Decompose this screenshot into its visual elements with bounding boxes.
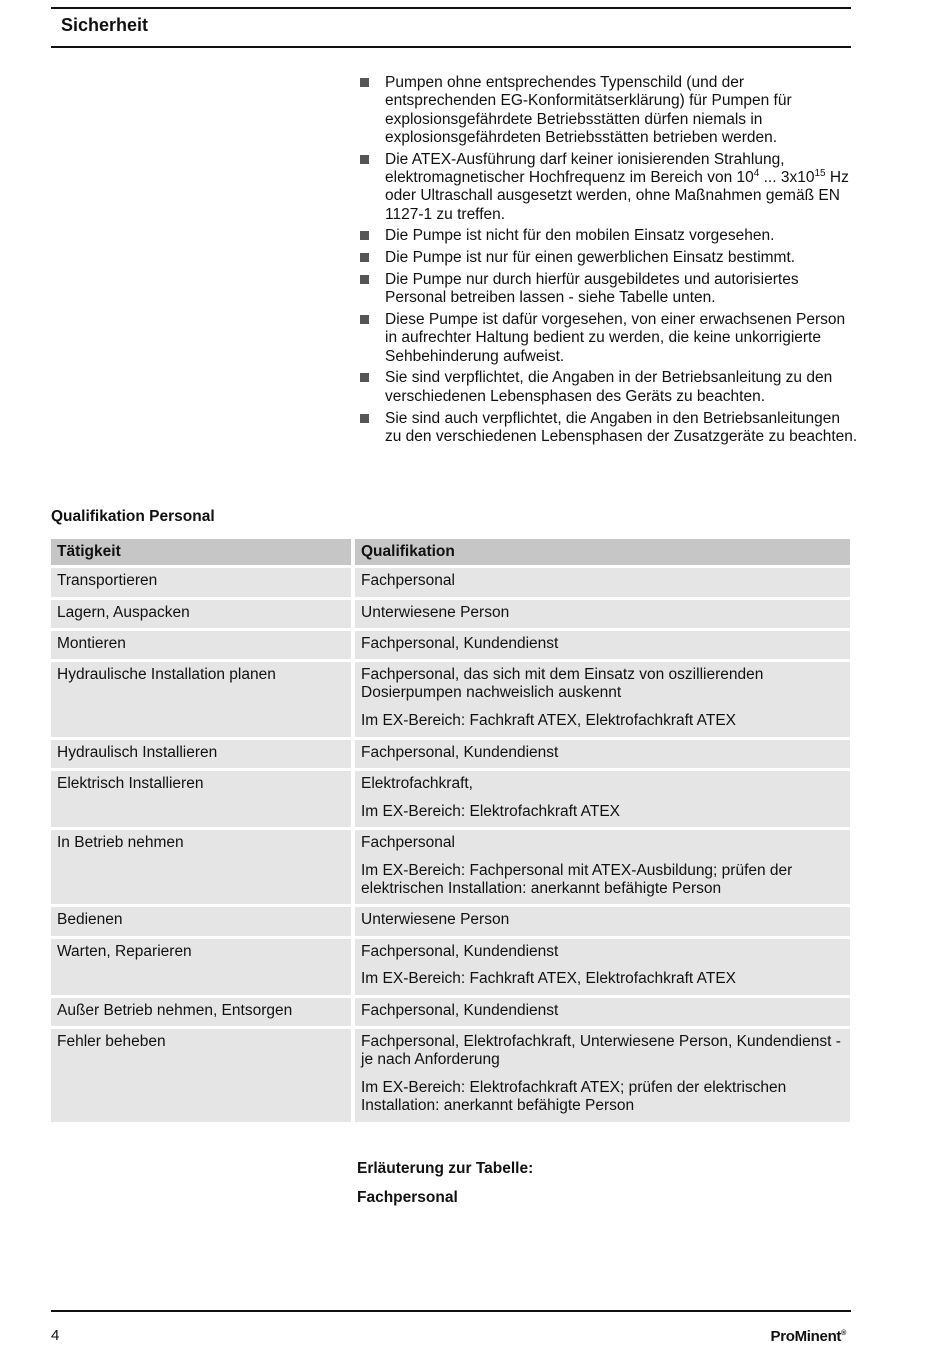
column-header-qualification: Qualifikation (355, 539, 850, 565)
square-bullet-icon (360, 78, 369, 87)
qualification-cell: Fachpersonal, Kundendienst (355, 631, 850, 659)
activity-cell: Warten, Reparieren (51, 939, 351, 995)
qualification-cell: Fachpersonal, Kundendienst (355, 740, 850, 768)
square-bullet-icon (360, 275, 369, 284)
qualification-cell: Fachpersonal, Kundendienst (355, 998, 850, 1026)
bullet-item: Sie sind verpflichtet, die Angaben in der Betriebsanleitung zu den verschiedenen Lebensphasen des Geräts zu beachten. (358, 369, 858, 406)
explanation-subtitle: Fachpersonal (357, 1189, 458, 1206)
table-row (51, 907, 850, 935)
activity-cell: Hydraulische Installation planen (51, 662, 351, 736)
activity-cell: Montieren (51, 631, 351, 659)
square-bullet-icon (360, 155, 369, 164)
table-row (51, 568, 850, 596)
page-title: Sicherheit (61, 15, 149, 35)
table-row (51, 631, 850, 659)
safety-bullet-list (358, 74, 858, 450)
header-rule-bottom (51, 46, 851, 48)
activity-cell: Außer Betrieb nehmen, Entsorgen (51, 998, 351, 1026)
qualification-cell: Fachpersonal, das sich mit dem Einsatz von oszillierenden Dosierpumpen nachweislich auskennt Im EX-Bereich: Fachkraft ATEX, Elektrofachkraft ATEX (355, 662, 850, 736)
column-header-activity: Tätigkeit (51, 539, 351, 565)
qualification-cell: Fachpersonal, Kundendienst Im EX-Bereich: Fachkraft ATEX, Elektrofachkraft ATEX (355, 939, 850, 995)
table-row (51, 939, 850, 995)
table-row (51, 600, 850, 628)
explanation-title: Erläuterung zur Tabelle: (357, 1160, 534, 1177)
table-row (51, 1029, 850, 1122)
qualification-cell: Unterwiesene Person (355, 907, 850, 935)
footer-rule (51, 1310, 851, 1312)
bullet-item: Die ATEX-Ausführung darf keiner ionisierenden Strahlung, elektromagnetischer Hochfrequenz im Bereich von $10^4$ ... $3x10^{15}$ Hz oder Ultraschall ausgesetzt werden, ohne Maßnahmen gemäß EN 1127-1 zu treffen. (358, 151, 858, 224)
square-bullet-icon (360, 373, 369, 382)
activity-cell: Fehler beheben (51, 1029, 351, 1122)
qualification-cell: Fachpersonal (355, 568, 850, 596)
activity-cell: Lagern, Auspacken (51, 600, 351, 628)
page-number: 4 (51, 1327, 60, 1344)
activity-cell: Transportieren (51, 568, 351, 596)
bullet-item: Sie sind auch verpflichtet, die Angaben in den Betriebsanleitungen zu den verschiedenen Lebensphasen der Zusatzgeräte zu beachten. (358, 410, 858, 447)
table-row (51, 830, 850, 904)
activity-cell: Bedienen (51, 907, 351, 935)
table-row (51, 740, 850, 768)
bullet-item: Diese Pumpe ist dafür vorgesehen, von einer erwachsenen Person in aufrechter Haltung bedient zu werden, die keine unkorrigierte Sehbehinderung aufweist. (358, 311, 858, 366)
bullet-item: Pumpen ohne entsprechendes Typenschild (und der entsprechenden EG-Konformitätserklärung) für Pumpen für explosionsgefährdete Betriebsstätten dürfen niemals in explosionsgefährdeten Betriebsstätten betrieben werden. (358, 74, 858, 147)
bullet-item: Die Pumpe nur durch hierfür ausgebildetes und autorisiertes Personal betreiben lassen - siehe Tabelle unten. (358, 271, 858, 308)
square-bullet-icon (360, 231, 369, 240)
activity-cell: In Betrieb nehmen (51, 830, 351, 904)
section-title: Qualifikation Personal (51, 508, 215, 525)
prominent-logo: ProMinent® (770, 1328, 846, 1345)
table-row (51, 662, 850, 736)
qualification-cell: Elektrofachkraft, Im EX-Bereich: Elektrofachkraft ATEX (355, 771, 850, 827)
qualification-table (51, 539, 850, 1125)
square-bullet-icon (360, 253, 369, 262)
table-row (51, 998, 850, 1026)
table-header-row (51, 539, 850, 565)
header-rule-top (51, 7, 851, 9)
qualification-cell: Fachpersonal Im EX-Bereich: Fachpersonal mit ATEX-Ausbildung; prüfen der elektrischen Installation: anerkannt befähigte Person (355, 830, 850, 904)
qualification-cell: Fachpersonal, Elektrofachkraft, Unterwiesene Person, Kundendienst - je nach Anforderung Im EX-Bereich: Elektrofachkraft ATEX; prüfen der elektrischen Installation: anerkannt befähigte Person (355, 1029, 850, 1122)
activity-cell: Hydraulisch Installieren (51, 740, 351, 768)
qualification-cell: Unterwiesene Person (355, 600, 850, 628)
table-row (51, 771, 850, 827)
square-bullet-icon (360, 315, 369, 324)
square-bullet-icon (360, 414, 369, 423)
activity-cell: Elektrisch Installieren (51, 771, 351, 827)
bullet-item: Die Pumpe ist nicht für den mobilen Einsatz vorgesehen. (358, 227, 858, 245)
bullet-item: Die Pumpe ist nur für einen gewerblichen Einsatz bestimmt. (358, 249, 858, 267)
